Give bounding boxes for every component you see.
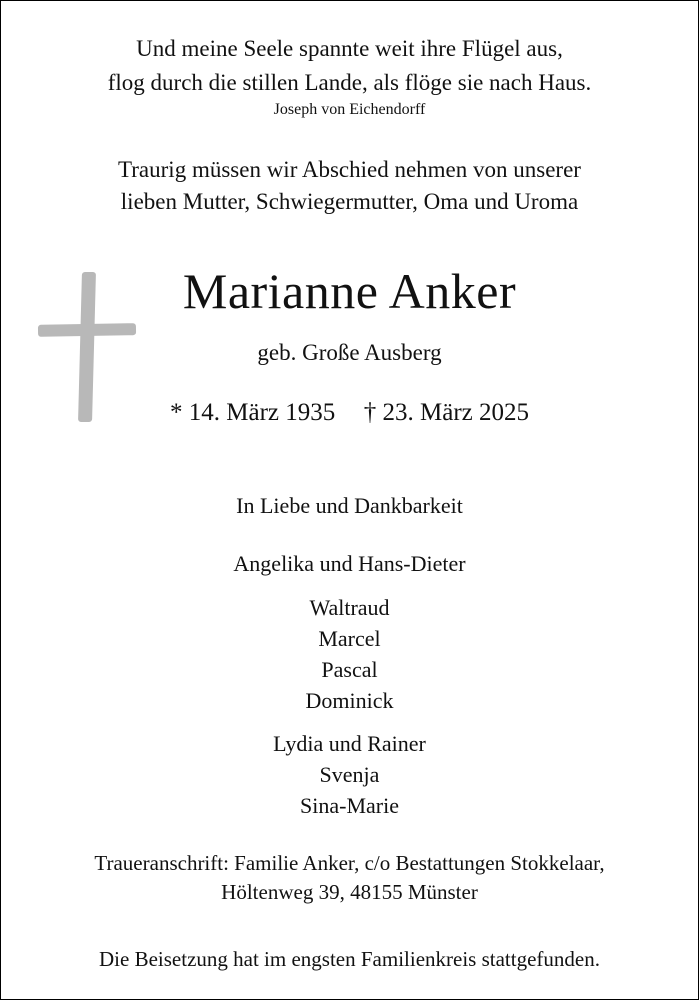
maiden-name: geb. Große Ausberg bbox=[257, 340, 442, 365]
life-dates bbox=[0, 399, 699, 427]
address-line-1: Traueranschrift: Familie Anker, c/o Bestattungen Stokkelaar, bbox=[94, 851, 605, 875]
family-member: Sina-Marie bbox=[300, 793, 399, 818]
death-symbol: † bbox=[363, 399, 377, 426]
birth-date: * 14. März 1935 bbox=[170, 399, 336, 426]
closing-phrase: In Liebe und Dankbarkeit bbox=[236, 493, 463, 518]
address-line-2: Höltenweg 39, 48155 Münster bbox=[221, 880, 478, 904]
death-date: 23. März 2025 bbox=[382, 399, 529, 426]
family-member: Dominick bbox=[305, 688, 394, 713]
family-member: Pascal bbox=[321, 657, 378, 682]
family-group-1-parents: Angelika und Hans-Dieter bbox=[233, 551, 466, 576]
intro-line-1: Traurig müssen wir Abschied nehmen von unserer bbox=[118, 157, 581, 182]
family-member: Marcel bbox=[318, 626, 381, 651]
poem-line-2: flog durch die stillen Lande, als flöge sie nach Haus. bbox=[107, 70, 592, 95]
burial-note: Die Beisetzung hat im engsten Familienkreis stattgefunden. bbox=[99, 947, 600, 971]
intro-line-2: lieben Mutter, Schwiegermutter, Oma und Uroma bbox=[120, 189, 579, 214]
family-group-2-parents: Lydia und Rainer bbox=[273, 731, 426, 756]
family-member: Svenja bbox=[319, 762, 380, 787]
poem-author: Joseph von Eichendorff bbox=[273, 101, 426, 118]
deceased-name: Marianne Anker bbox=[182, 263, 517, 319]
poem-line-1: Und meine Seele spannte weit ihre Flügel aus, bbox=[136, 36, 563, 61]
family-member: Waltraud bbox=[309, 595, 390, 620]
